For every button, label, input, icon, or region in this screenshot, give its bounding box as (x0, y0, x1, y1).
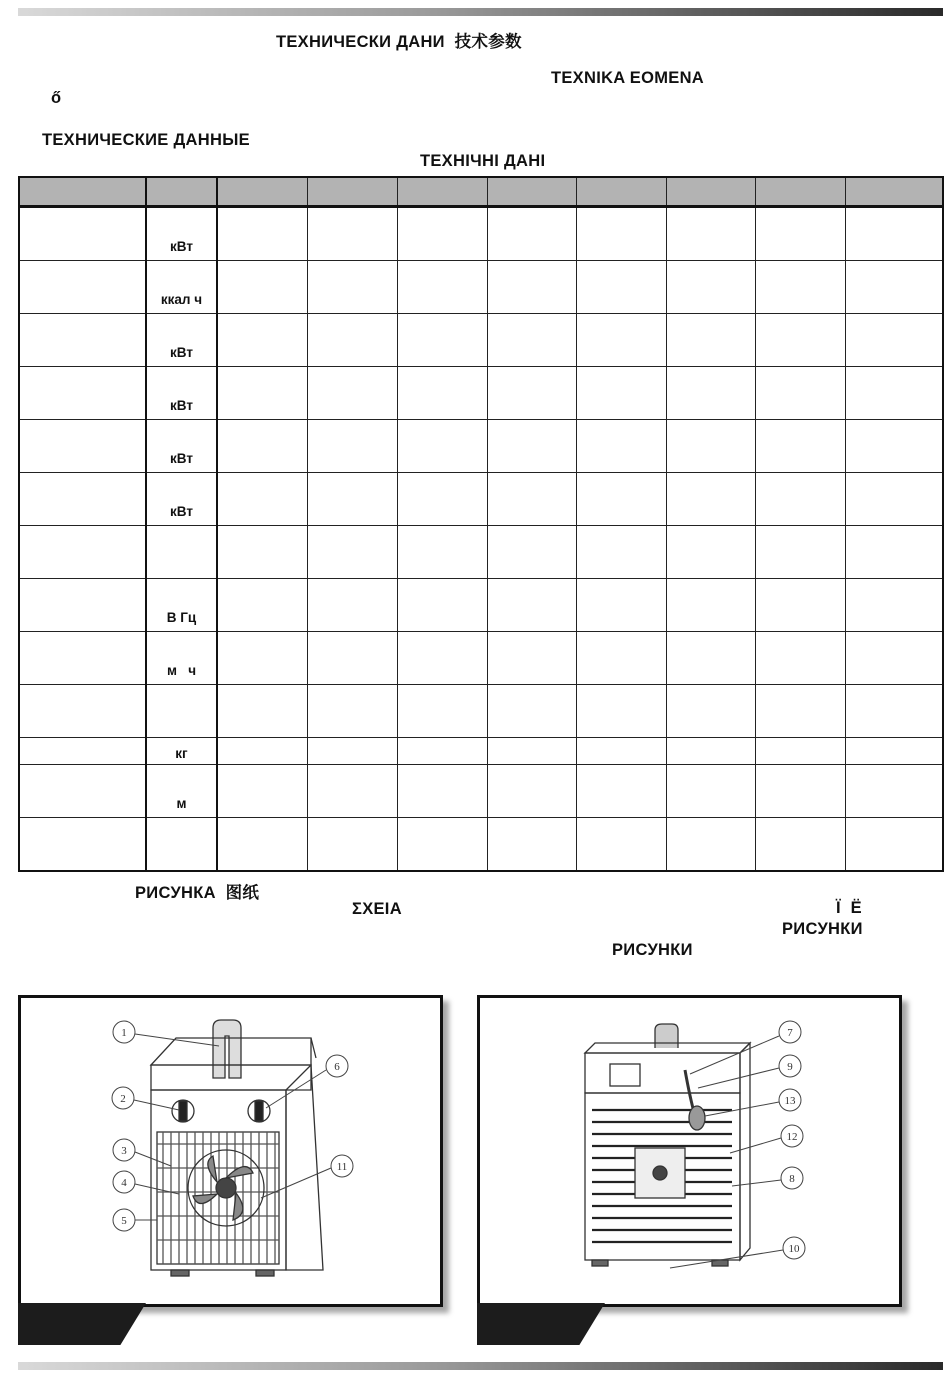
table-row (19, 314, 943, 367)
unit-cell (146, 685, 217, 738)
unit-cell (146, 818, 217, 872)
callout-13: 13 (784, 1095, 796, 1107)
table-row (19, 818, 943, 872)
callout-5: 5 (121, 1215, 127, 1227)
figure-back-view (477, 995, 902, 1307)
table-row (19, 579, 943, 632)
table-row (19, 367, 943, 420)
callout-4: 4 (121, 1177, 127, 1189)
table-row (19, 738, 943, 765)
heading-drawings-bg: РИСУНКА 图纸 (135, 883, 260, 902)
callout-2: 2 (120, 1093, 126, 1105)
unit-cell: м (146, 765, 217, 818)
table-row (19, 685, 943, 738)
unit-cell: ккал ч (146, 261, 217, 314)
unit-cell: кВт (146, 473, 217, 526)
figure-front-tab (18, 1303, 146, 1345)
table-row (19, 526, 943, 579)
heading-drawings-fragment: Ï Ë (836, 899, 862, 917)
unit-cell: кг (146, 738, 217, 765)
callout-9: 9 (787, 1061, 793, 1073)
callout-11: 11 (336, 1161, 348, 1173)
heading-technical-data-el: TEXNIKA EOMENA (551, 69, 705, 87)
table-row (19, 261, 943, 314)
callout-10: 10 (788, 1243, 800, 1255)
figure-back-tab (477, 1303, 605, 1345)
table-row (19, 473, 943, 526)
callout-7: 7 (787, 1027, 793, 1039)
unit-cell: кВт (146, 207, 217, 261)
heading-technical-data-uk: ТЕХНІЧНІ ДАНІ (420, 152, 546, 170)
heading-drawings-el: ΣΧΕΙΑ (352, 900, 402, 918)
table-row (19, 207, 943, 261)
heading-drawings-ru-2: РИСУНКИ (612, 941, 693, 959)
unit-cell: м ч (146, 632, 217, 685)
unit-cell: В Гц (146, 579, 217, 632)
unit-cell: кВт (146, 314, 217, 367)
heading-fragment-hu: ő (51, 89, 62, 107)
table-row (19, 420, 943, 473)
heading-technical-data-zh: 技术参数 (454, 32, 522, 51)
heading-technical-data-ru: ТЕХНИЧЕСКИЕ ДАННЫЕ (42, 131, 250, 149)
unit-cell: кВт (146, 367, 217, 420)
bottom-rule (18, 1362, 943, 1370)
callout-3: 3 (121, 1145, 127, 1157)
heading-technical-data-bg: ТЕХНИЧЕСКИ ДАНИ 技术参数 (276, 32, 522, 51)
table-row (19, 632, 943, 685)
heading-drawings-zh: 图纸 (225, 883, 260, 902)
spec-table-header (19, 177, 943, 207)
heading-drawings-ru-1: РИСУНКИ (782, 920, 863, 938)
callout-1: 1 (121, 1027, 127, 1039)
top-rule (18, 8, 943, 16)
figure-front-view (18, 995, 443, 1307)
callout-6: 6 (334, 1061, 340, 1073)
callout-8: 8 (789, 1173, 795, 1185)
table-row (19, 765, 943, 818)
unit-cell: кВт (146, 420, 217, 473)
callout-12: 12 (786, 1131, 798, 1143)
heater-back-drawing (480, 998, 899, 1304)
heater-front-drawing (21, 998, 440, 1304)
spec-table (18, 176, 944, 872)
unit-cell (146, 526, 217, 579)
